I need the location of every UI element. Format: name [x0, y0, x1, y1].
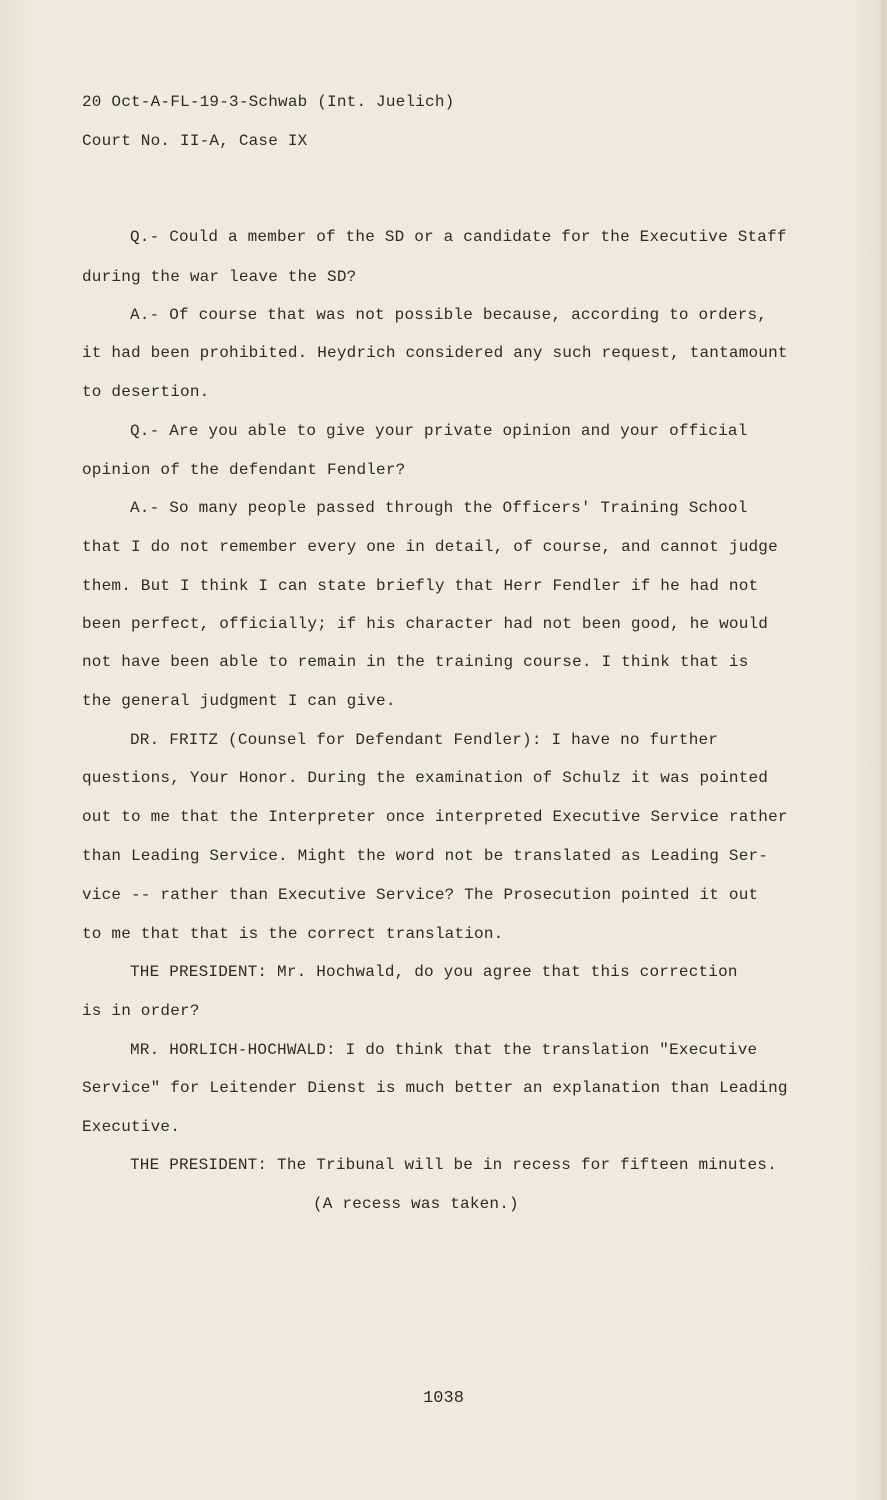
page-number: 1038	[423, 1389, 464, 1408]
text-line: it had been prohibited. Heydrich considered any such request, tantamount	[82, 344, 788, 362]
text-line: Executive.	[82, 1118, 181, 1136]
text-line: been perfect, officially; if his character had not been good, he would	[82, 615, 769, 633]
text-line: opinion of the defendant Fendler?	[82, 461, 406, 479]
page-edge	[881, 0, 887, 1500]
speaker-line: THE PRESIDENT: Mr. Hochwald, do you agree that this correction	[130, 963, 738, 981]
text-line: out to me that the Interpreter once interpreted Executive Service rather	[82, 808, 788, 826]
text-line: is in order?	[82, 1002, 200, 1020]
speaker-line: MR. HORLICH-HOCHWALD: I do think that the translation "Executive	[130, 1041, 758, 1059]
answer-line: A.- Of course that was not possible because, according to orders,	[130, 306, 768, 324]
question-line: Q.- Could a member of the SD or a candidate for the Executive Staff	[130, 228, 787, 246]
text-line: vice -- rather than Executive Service? The Prosecution pointed it out	[82, 886, 759, 904]
text-line: them. But I think I can state briefly that Herr Fendler if he had not	[82, 577, 759, 595]
text-line: questions, Your Honor. During the examination of Schulz it was pointed	[82, 769, 769, 787]
speaker-line: THE PRESIDENT: The Tribunal will be in recess for fifteen minutes.	[130, 1156, 777, 1174]
text-line: the general judgment I can give.	[82, 692, 396, 710]
question-line: Q.- Are you able to give your private opinion and your official	[130, 422, 748, 440]
text-line: Service" for Leitender Dienst is much better an explanation than Leading	[82, 1079, 788, 1097]
text-line: to desertion.	[82, 383, 210, 401]
text-line: that I do not remember every one in detail, of course, and cannot judge	[82, 538, 778, 556]
text-line: to me that that is the correct translation.	[82, 925, 504, 943]
header-line-1: 20 Oct-A-FL-19-3-Schwab (Int. Juelich)	[82, 93, 455, 111]
speaker-line: DR. FRITZ (Counsel for Defendant Fendler): I have no further	[130, 731, 719, 749]
text-line: during the war leave the SD?	[82, 268, 357, 286]
text-line: than Leading Service. Might the word not be translated as Leading Ser-	[82, 847, 769, 865]
recess-note: (A recess was taken.)	[313, 1195, 519, 1213]
text-line: not have been able to remain in the training course. I think that is	[82, 653, 749, 671]
header-line-2: Court No. II-A, Case IX	[82, 132, 308, 150]
answer-line: A.- So many people passed through the Officers' Training School	[130, 499, 748, 517]
